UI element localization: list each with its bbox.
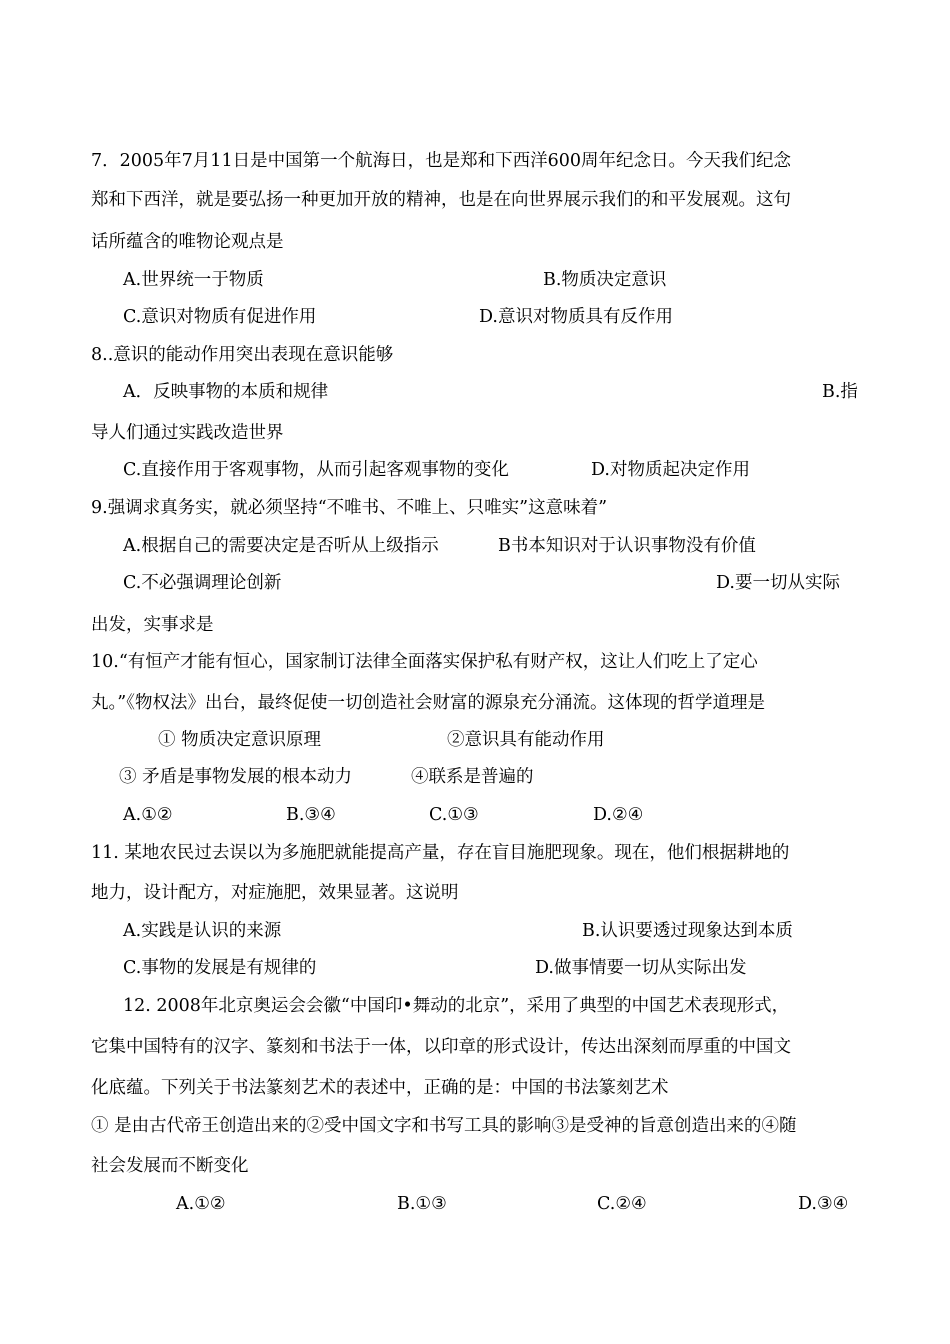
q8-option-b-continued: 导人们通过实践改造世界	[91, 423, 284, 443]
q10-item-2: ②意识具有能动作用	[447, 730, 605, 750]
q7-option-c: C.意识对物质有促进作用	[123, 307, 317, 327]
q7-stem-line-2: 郑和下西洋，就是要弘扬一种更加开放的精神，也是在向世界展示我们的和平发展观。这句	[91, 190, 791, 210]
q11-option-d: D.做事情要一切从实际出发	[535, 958, 747, 978]
q12-stem-line-2: 它集中国特有的汉字、篆刻和书法于一体，以印章的形式设计，传达出深刻而厚重的中国文	[91, 1037, 791, 1057]
q7-stem-line-1: 7．2005年7月11日是中国第一个航海日，也是郑和下西洋600周年纪念日。今天我们纪念	[91, 151, 791, 171]
q9-option-c: C.不必强调理论创新	[123, 573, 282, 593]
q12-stem-line-4: ① 是由古代帝王创造出来的②受中国文字和书写工具的影响③是受神的旨意创造出来的④随	[91, 1116, 797, 1136]
q12-stem-line-3: 化底蕴。下列关于书法篆刻艺术的表述中，正确的是：中国的书法篆刻艺术	[91, 1078, 669, 1098]
q9-option-b: B书本知识对于认识事物没有价值	[498, 536, 756, 556]
q7-option-d: D.意识对物质具有反作用	[479, 307, 673, 327]
q7-stem-line-3: 话所蕴含的唯物论观点是	[91, 232, 284, 252]
q12-option-b: B.①③	[397, 1194, 447, 1214]
q9-stem: 9.强调求真务实，就必须坚持“不唯书、不唯上、只唯实”这意味着”	[91, 498, 608, 518]
q8-option-d: D.对物质起决定作用	[591, 460, 750, 480]
q8-option-c: C.直接作用于客观事物，从而引起客观事物的变化	[123, 460, 509, 480]
q12-stem-line-1: 12. 2008年北京奥运会会徽“中国印•舞动的北京”，采用了典型的中国艺术表现形式，	[123, 996, 790, 1016]
q12-option-c: C.②④	[597, 1194, 647, 1214]
q8-option-b-start: B.指	[822, 382, 858, 402]
q9-option-d-continued: 出发，实事求是	[91, 615, 214, 635]
q10-option-d: D.②④	[593, 805, 644, 825]
q10-option-a: A.①②	[123, 805, 173, 825]
q7-option-a: A.世界统一于物质	[123, 270, 264, 290]
q12-stem-line-5: 社会发展而不断变化	[91, 1156, 249, 1176]
q10-stem-line-1: 10.“有恒产才能有恒心，国家制订法律全面落实保护私有财产权，这让人们吃上了定心	[91, 652, 758, 672]
q10-item-4: ④联系是普遍的	[411, 767, 534, 787]
q10-option-b: B.③④	[286, 805, 336, 825]
q9-option-d-start: D.要一切从实际	[716, 573, 840, 593]
q12-option-a: A.①②	[176, 1194, 226, 1214]
q12-option-d: D.③④	[798, 1194, 849, 1214]
q10-stem-line-2: 丸。”《物权法》出台，最终促使一切创造社会财富的源泉充分涌流。这体现的哲学道理是	[91, 693, 765, 713]
q9-option-a: A.根据自己的需要决定是否听从上级指示	[123, 536, 439, 556]
q8-option-a: A．反映事物的本质和规律	[123, 382, 329, 402]
q7-option-b: B.物质决定意识	[543, 270, 667, 290]
q11-option-c: C.事物的发展是有规律的	[123, 958, 317, 978]
q11-stem-line-2: 地力，设计配方，对症施肥，效果显著。这说明	[91, 883, 459, 903]
q8-stem: 8..意识的能动作用突出表现在意识能够	[91, 345, 394, 365]
q10-item-3: ③ 矛盾是事物发展的根本动力	[119, 767, 353, 787]
q11-option-b: B.认识要透过现象达到本质	[582, 921, 793, 941]
q10-option-c: C.①③	[429, 805, 479, 825]
q11-option-a: A.实践是认识的来源	[123, 921, 282, 941]
q11-stem-line-1: 11. 某地农民过去误以为多施肥就能提高产量，存在盲目施肥现象。现在，他们根据耕地的	[91, 843, 790, 863]
q10-item-1: ① 物质决定意识原理	[158, 730, 322, 750]
